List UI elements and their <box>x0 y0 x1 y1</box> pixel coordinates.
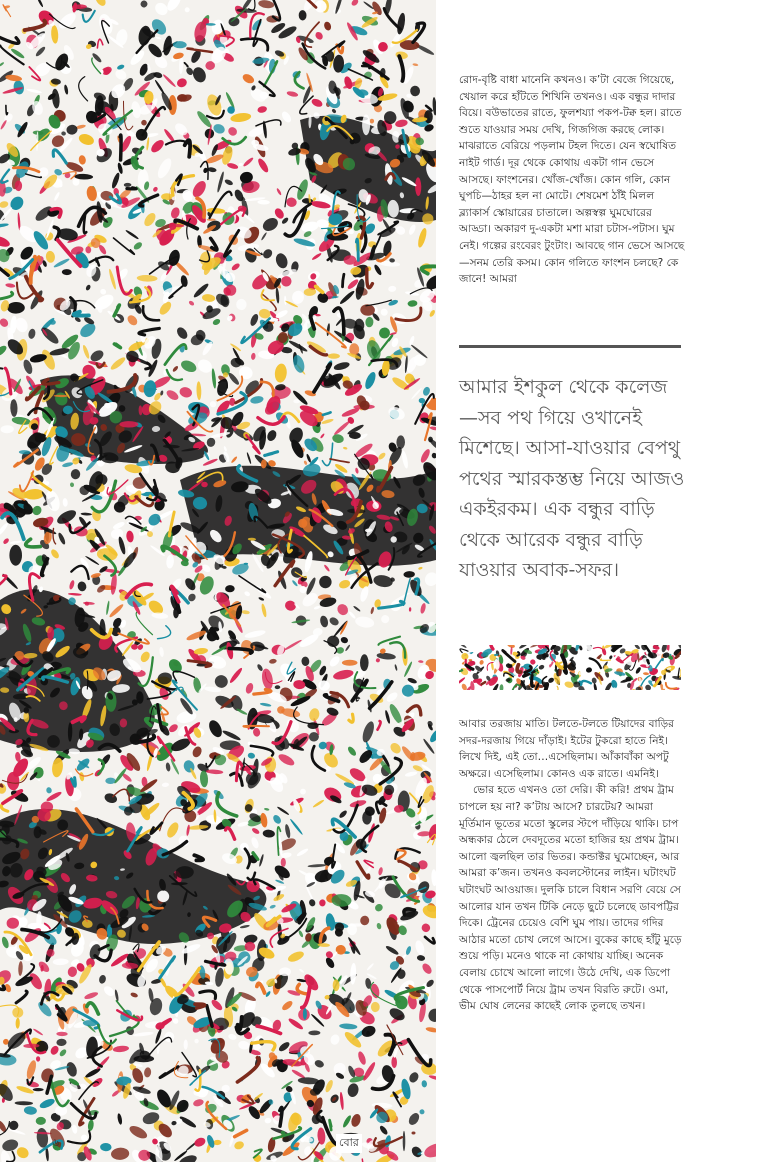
article-column-bottom <box>459 716 685 1015</box>
page-number: ৬ <box>52 1136 60 1149</box>
article-paragraph-1: রোদ-বৃষ্টি বাধা মানেনি কখনও। ক’টা বেজে গিয়েছে, খেয়াল করে হাঁটতে শিখিনি তখনও। এক বন্ধুর দাদার বিয়ে। বউভাতের রাতে, ফুলশয্যা পকপ-টক্ব হল। রাতে শুতে যাওয়ার সময় দেখি, গিজগিজ করছে লোক। মাঝরাতে বেরিয়ে পড়লাম টহল দিতে। যেন স্বঘোষিত নাইট গার্ড। দূর থেকে কোথায় একটা গান ভেসে আসছে। ফাংশনের। খোঁজ-খোঁজ। কোন গলি, কোন ঘুপচি—ঠাহর হল না মোটে। শেষমেশ ঠাঁই মিলল ব্ল্যাকার্স স্কোয়ারের চাতালে। অল্পস্বল্প ঘুমঘোরের আড্ডা। অকারণ দু-একটা মশা মারা চটাস-পটাস। ঘুম নেই। গল্পের রংবেরং টুংটাং। আবছে গান ভেসে আসছে—সনম তেরি কসম। কোন গলিতে ফাংশন চলছে? কে জানে! আমরা <box>459 74 685 286</box>
paint-strip-image <box>459 645 681 690</box>
article-column-top <box>459 72 685 288</box>
running-title: বোর <box>336 1134 362 1153</box>
section-divider <box>459 345 681 348</box>
article-paragraph-3: ভোর হতে এখনও তো দেরি। কী করি! প্রথম ট্রাম চাপলে হয় না? ক’টায় আসে? চারটেয়? আমরা মূর্তিমান ভূতের মতো স্কুলের স্টপে দাঁড়িয়ে থাকি। চাপ অন্ধকার ঠেলে দেবদূতের মতো হাজির হয় প্রথম ট্রাম। আলো জ্বলছিল তার ভিতর। কন্ডাক্টর ঘুমোচ্ছেন, আর আমরা ক’জন। তখনও কবলস্টোনের লাইন। ঘটাংঘট ঘটাংঘট আওয়াজ। দুলকি চালে বিধান সরণি বেয়ে সে আলোর যান তখন টিকি নেড়ে ছুটে চলেছে ডাবপট্টির দিকে। ট্রেনের চেয়েও বেশি ঘুম পায়। তাদের গদির আঠার মতো চোখ লেগে আসে। বুকের কাছে হাঁটু মুড়ে শুয়ে পড়ি। মনেও থাকে না কোথায় যাচ্ছি। অনেক বেলায় চোখে আলো লাগে। উঠে দেখি, এক ডিপো থেকে পাসপোর্ট নিয়ে ট্রাম তখন বিরতি রুটে। ওমা, ভীম ঘোষ লেনের কাছেই লোক তুলছে তখন। <box>459 784 682 1013</box>
article-paragraph-2: আবার তরজায় মাতি। টলতে-টলতে টিয়াদের বাড়ির সদর-দরজায় গিয়ে দাঁড়াই। ইটের টুকরো হাতে নিই। লিখে দিই, এই তো…এসেছিলাম। আঁকাবাঁকা অপটু অক্ষরে। এসেছিলাম। কোনও এক রাতে। এমনিই। <box>459 718 674 780</box>
pull-quote: আমার ইশকুল থেকে কলেজ—সব পথ গিয়ে ওখানেই মিশেছে। আসা-যাওয়ার বেপথু পথের স্মারকস্তম্ভ নিয়ে আজও একইরকম। এক বন্ধুর বাড়ি থেকে আরেক বন্ধুর বাড়ি যাওয়ার অবাক-সফর। <box>459 376 685 581</box>
